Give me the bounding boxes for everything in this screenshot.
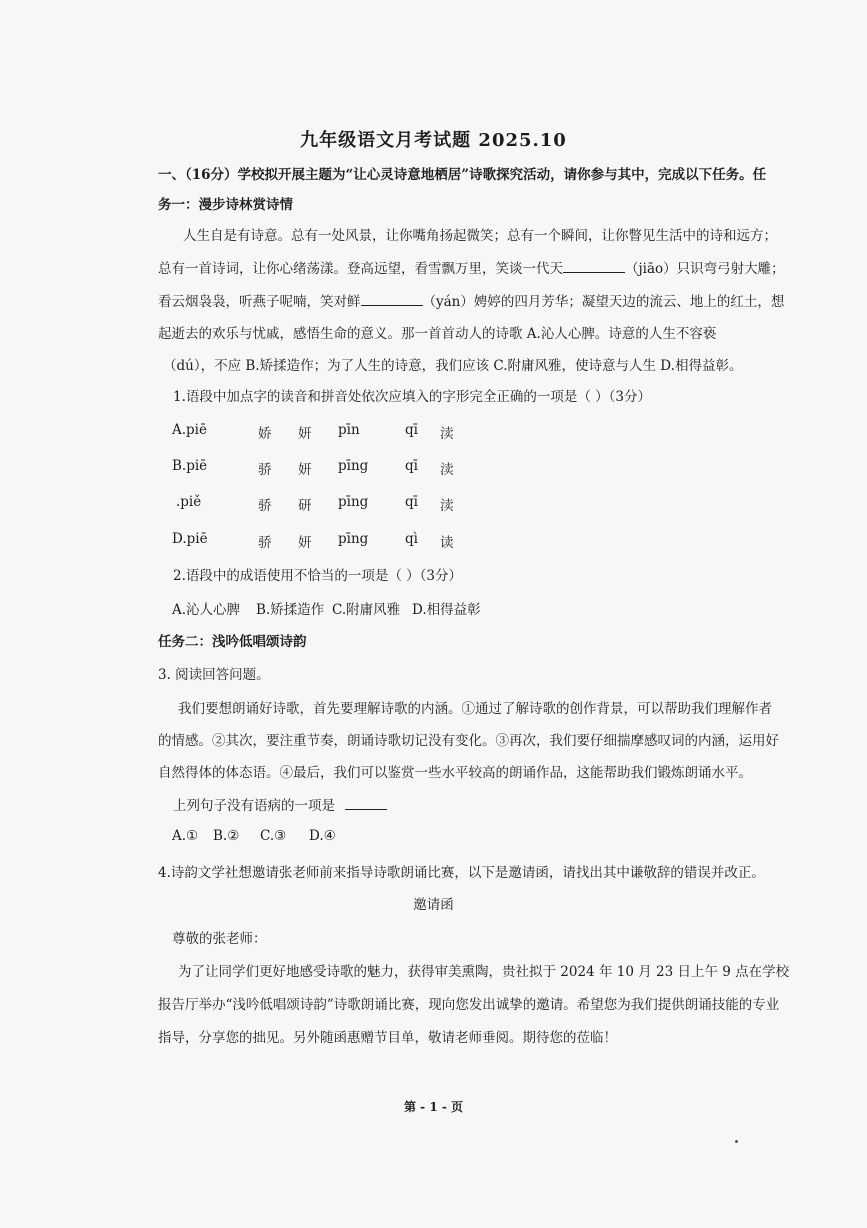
option-d: D.④	[309, 828, 336, 844]
option-label: .piě	[176, 494, 202, 510]
passage-text: （jiāo）只识弯弓射大雕；	[625, 261, 785, 277]
option-char: 渎	[440, 426, 454, 442]
option-char: 渎	[440, 462, 454, 478]
letter-salutation: 尊敬的张老师：	[172, 931, 267, 947]
option-pinyin: pīng	[338, 494, 369, 510]
q1-option-row	[0, 422, 867, 442]
option-char: 骄	[258, 462, 272, 478]
letter-body-line: 为了让同学们更好地感受诗歌的魅力，获得审美熏陶，贵社拟于 2024 年 10 月 23 日上午 9 点在学校	[178, 964, 790, 980]
passage-text: （yán）娉婷的四月芳华；凝望天边的流云、地上的红土，想	[422, 294, 785, 310]
passage-line: （dú），不应 B.矫揉造作；为了人生的诗意，我们应该 C.附庸风雅，使诗意与人生 D.相得益彰。	[163, 358, 743, 374]
option-pinyin: qì	[405, 531, 418, 547]
option-label: A.piē	[172, 422, 207, 438]
option-pinyin: pīng	[338, 531, 369, 547]
task1-heading: 务一：漫步诗林赏诗情	[158, 197, 293, 213]
q3-question	[173, 794, 387, 814]
q3-option-row	[0, 828, 867, 848]
q1-stem: 1.语段中加点字的读音和拼音处依次应填入的字形完全正确的一项是（ ）（3分）	[173, 389, 652, 405]
section1-intro-line1: 一、（16分）学校拟开展主题为“让心灵诗意地栖居”诗歌探究活动，请你参与其中，完成以下任务。任	[158, 167, 767, 183]
option-b: B.②	[213, 828, 240, 844]
q3-stem: 3. 阅读回答问题。	[158, 667, 270, 683]
option-pinyin: qī	[405, 422, 418, 438]
q1-option-row	[0, 531, 867, 551]
passage-text: 总有一首诗词，让你心绪荡漾。登高远望，看雪飘万里，笑谈一代天	[158, 261, 563, 277]
option-pinyin: pīn	[338, 422, 360, 438]
letter-body-line: 报告厅举办“浅吟低唱颂诗韵”诗歌朗诵比赛，现向您发出诚挚的邀请。希望您为我们提供朗诵技能的专业	[158, 997, 780, 1013]
q1-option-row	[0, 458, 867, 478]
q3-passage-line: 自然得体的体态语。④最后，我们可以鉴赏一些水平较高的朗诵作品，这能帮助我们锻炼朗诵水平。	[158, 765, 752, 781]
option-char: 娇	[258, 426, 272, 442]
option-char: 骄	[258, 535, 272, 551]
option-char: 妍	[298, 535, 312, 551]
passage-line	[158, 290, 784, 310]
q3-passage-line: 的情感。②其次，要注重节奏，朗诵诗歌切记没有变化。③再次，我们要仔细揣摩感叹词的内涵，运用好	[158, 733, 779, 749]
q3-passage-line: 我们要想朗诵好诗歌，首先要理解诗歌的内涵。①通过了解诗歌的创作背景，可以帮助我们理解作者	[178, 701, 772, 717]
option-char: 骄	[258, 498, 272, 514]
option-c: C.③	[260, 828, 287, 844]
option-char: 研	[298, 498, 312, 514]
option-b: B.矫揉造作	[256, 602, 325, 618]
option-pinyin: pīng	[338, 458, 369, 474]
task2-heading: 任务二：浅吟低唱颂诗韵	[158, 634, 307, 650]
option-a: A.①	[172, 828, 199, 844]
option-char: 渎	[440, 498, 454, 514]
passage-text: 看云烟袅袅，听燕子呢喃，笑对鲜	[158, 294, 361, 310]
q3-question-text: 上列句子没有语病的一项是	[173, 798, 335, 814]
option-label: B.piē	[172, 458, 208, 474]
page-number: 第 - 1 - 页	[403, 1100, 464, 1114]
passage-line: 起逝去的欢乐与忧戚，感悟生命的意义。那一首首动人的诗歌 A.沁人心脾。诗意的人生不容亵	[158, 326, 717, 342]
q1-option-row	[0, 494, 867, 514]
exam-title: 九年级语文月考试题 2025.10	[300, 130, 567, 151]
q4-stem: 4.诗韵文学社想邀请张老师前来指导诗歌朗诵比赛，以下是邀请函，请找出其中谦敬辞的错误并改正。	[158, 865, 765, 881]
option-d: D.相得益彰	[412, 602, 481, 618]
option-pinyin: qī	[405, 494, 418, 510]
fill-blank	[563, 272, 625, 273]
letter-title: 邀请函	[413, 897, 454, 913]
answer-blank	[345, 809, 387, 810]
passage-line: 人生自是有诗意。总有一处风景，让你嘴角扬起微笑；总有一个瞬间，让你瞥见生活中的诗和远方；	[183, 228, 777, 244]
scan-speck	[735, 1140, 738, 1143]
q2-option-row	[0, 598, 867, 618]
fill-blank	[361, 305, 423, 306]
option-pinyin: qī	[405, 458, 418, 474]
q2-stem: 2.语段中的成语使用不恰当的一项是（ ）（3分）	[173, 568, 463, 584]
option-label: D.piē	[172, 531, 208, 547]
option-c: C.附庸风雅	[332, 602, 401, 618]
option-a: A.沁人心脾	[172, 602, 241, 618]
option-char: 妍	[298, 426, 312, 442]
option-char: 妍	[298, 462, 312, 478]
option-char: 读	[440, 535, 454, 551]
letter-body-line: 指导，分享您的拙见。另外随函惠赠节目单，敬请老师垂阅。期待您的莅临！	[158, 1030, 617, 1046]
passage-line	[158, 257, 785, 277]
